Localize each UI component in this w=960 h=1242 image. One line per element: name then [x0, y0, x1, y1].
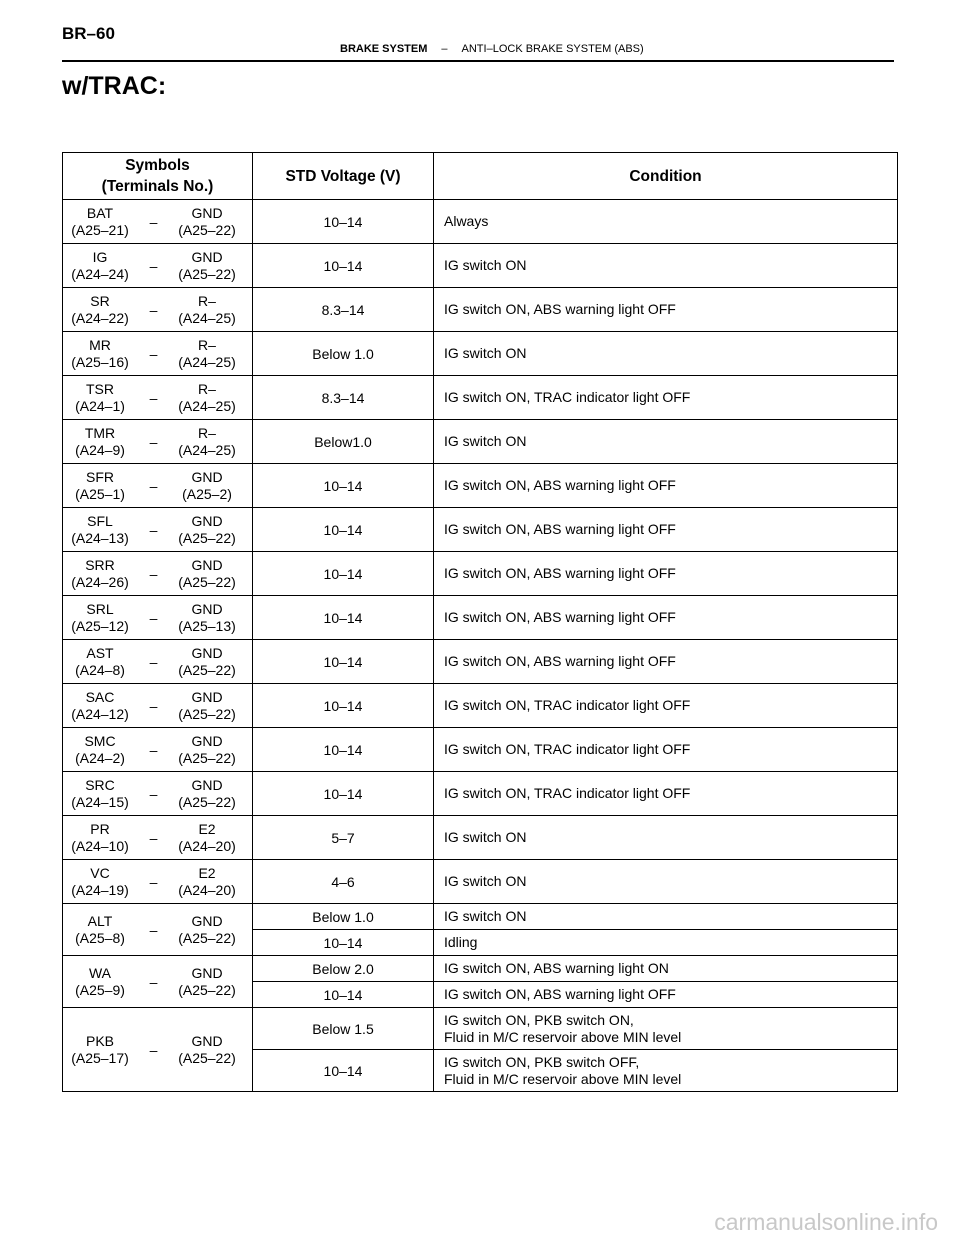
- condition-cell: IG switch ON: [434, 420, 898, 464]
- terminal-from: [65, 645, 135, 679]
- voltage-cell: 8.3–14: [253, 376, 434, 420]
- symbol-cell: [63, 640, 253, 684]
- symbol-to: GND: [191, 556, 223, 573]
- terminal-to: [172, 913, 242, 947]
- symbol-from: SFR: [86, 468, 114, 485]
- terminal-from-no: (A24–8): [75, 661, 125, 678]
- symbol-cell: [63, 904, 253, 956]
- terminal-from: [65, 557, 135, 591]
- condition-cell: IG switch ON, TRAC indicator light OFF: [434, 376, 898, 420]
- symbol-cell: [63, 420, 253, 464]
- condition-cell: Idling: [434, 930, 898, 956]
- table-row: [63, 728, 898, 772]
- terminal-to-no: (A24–25): [178, 353, 236, 370]
- running-head: [340, 43, 644, 55]
- symbol-cell: [63, 956, 253, 1008]
- condition-cell: [434, 1050, 898, 1092]
- symbol-cell: [63, 596, 253, 640]
- symbol-from: TMR: [84, 424, 116, 441]
- table-row: [63, 816, 898, 860]
- condition-cell: IG switch ON, TRAC indicator light OFF: [434, 728, 898, 772]
- table-row: [63, 244, 898, 288]
- table-row: [63, 420, 898, 464]
- symbol-to: R–: [198, 336, 216, 353]
- terminal-to-no: (A25–22): [178, 265, 236, 282]
- table-row: [63, 508, 898, 552]
- terminal-from: [65, 601, 135, 635]
- table-row: [63, 464, 898, 508]
- terminal-dash: –: [149, 973, 158, 990]
- condition-cell: IG switch ON, ABS warning light OFF: [434, 640, 898, 684]
- terminal-to-no: (A25–22): [178, 1049, 236, 1066]
- symbol-from: SR: [90, 292, 110, 309]
- symbol-from: WA: [88, 964, 112, 981]
- table-row: [63, 552, 898, 596]
- terminal-from-no: (A25–9): [75, 981, 125, 998]
- symbol-from: SRR: [85, 556, 115, 573]
- condition-cell: Always: [434, 200, 898, 244]
- terminal-dash: –: [149, 389, 158, 406]
- condition-cell: IG switch ON, ABS warning light OFF: [434, 464, 898, 508]
- terminal-from-no: (A24–13): [71, 529, 129, 546]
- symbol-cell: [63, 200, 253, 244]
- header-symbols-line1: Symbols: [125, 157, 190, 174]
- subsection-name: ANTI–LOCK BRAKE SYSTEM (ABS): [461, 43, 644, 55]
- condition-cell: IG switch ON: [434, 816, 898, 860]
- symbol-from: ALT: [87, 912, 113, 929]
- symbol-cell: [63, 508, 253, 552]
- terminal-dash: –: [149, 433, 158, 450]
- terminal-from-no: (A24–2): [75, 749, 125, 766]
- terminal-dash: –: [149, 921, 158, 938]
- symbol-cell: [63, 684, 253, 728]
- condition-cell: IG switch ON, TRAC indicator light OFF: [434, 772, 898, 816]
- symbol-to: GND: [191, 912, 223, 929]
- symbol-cell: [63, 288, 253, 332]
- table-row: [63, 332, 898, 376]
- symbol-from: AST: [86, 644, 114, 661]
- symbol-to: GND: [191, 204, 223, 221]
- table-row: [63, 288, 898, 332]
- symbol-from: VC: [90, 864, 110, 881]
- terminal-to-no: (A25–22): [178, 221, 236, 238]
- symbol-to: R–: [198, 292, 216, 309]
- header-rule: [62, 60, 894, 62]
- symbol-to: GND: [191, 644, 223, 661]
- table-row: [63, 376, 898, 420]
- symbol-cell: [63, 772, 253, 816]
- voltage-cell: 10–14: [253, 244, 434, 288]
- terminal-to: [172, 865, 242, 899]
- symbol-from: BAT: [86, 204, 114, 221]
- symbol-cell: [63, 244, 253, 288]
- terminal-dash: –: [149, 653, 158, 670]
- terminal-from: [65, 965, 135, 999]
- terminal-to-no: (A25–22): [178, 793, 236, 810]
- table-row: [63, 904, 898, 930]
- terminal-from-no: (A25–1): [75, 485, 125, 502]
- condition-cell: IG switch ON, ABS warning light ON: [434, 956, 898, 982]
- table-row: [63, 684, 898, 728]
- voltage-cell: Below 1.0: [253, 904, 434, 930]
- terminal-to: [172, 513, 242, 547]
- terminal-dash: –: [149, 609, 158, 626]
- terminal-from-no: (A25–21): [71, 221, 129, 238]
- terminal-to-no: (A25–22): [178, 661, 236, 678]
- terminal-to-no: (A25–22): [178, 749, 236, 766]
- terminal-dash: –: [149, 565, 158, 582]
- table-row: [63, 640, 898, 684]
- terminal-to-no: (A25–22): [178, 573, 236, 590]
- table-row: [63, 956, 898, 982]
- symbol-to: GND: [191, 732, 223, 749]
- terminal-dash: –: [149, 829, 158, 846]
- header-voltage: STD Voltage (V): [253, 153, 434, 200]
- symbol-from: SFL: [87, 512, 113, 529]
- symbol-cell: [63, 860, 253, 904]
- terminal-from-no: (A24–24): [71, 265, 129, 282]
- symbol-to: GND: [191, 468, 223, 485]
- table-row: [63, 1008, 898, 1050]
- section-title: w/TRAC:: [62, 72, 167, 100]
- symbol-cell: [63, 376, 253, 420]
- terminal-dash: –: [149, 477, 158, 494]
- voltage-cell: 10–14: [253, 1050, 434, 1092]
- condition-cell: IG switch ON, TRAC indicator light OFF: [434, 684, 898, 728]
- symbol-cell: [63, 1008, 253, 1092]
- symbol-to: GND: [191, 688, 223, 705]
- symbol-to: R–: [198, 424, 216, 441]
- symbol-cell: [63, 332, 253, 376]
- symbol-from: SRC: [85, 776, 115, 793]
- terminal-to-no: (A25–22): [178, 981, 236, 998]
- terminal-to-no: (A25–13): [178, 617, 236, 634]
- symbol-from: SRL: [86, 600, 114, 617]
- symbol-to: GND: [191, 600, 223, 617]
- header-symbols-line2: (Terminals No.): [101, 178, 214, 195]
- terminal-to: [172, 337, 242, 371]
- symbol-from: PKB: [85, 1032, 114, 1049]
- symbol-cell: [63, 552, 253, 596]
- terminal-to-no: (A24–20): [178, 837, 236, 854]
- symbol-to: GND: [191, 248, 223, 265]
- terminal-from-no: (A24–15): [71, 793, 129, 810]
- terminal-to-no: (A24–25): [178, 309, 236, 326]
- voltage-cell: Below 1.5: [253, 1008, 434, 1050]
- terminal-to: [172, 689, 242, 723]
- condition-line-2: Fluid in M/C reservoir above MIN level: [444, 1070, 682, 1087]
- voltage-cell: 5–7: [253, 816, 434, 860]
- terminal-to: [172, 205, 242, 239]
- terminal-from: [65, 777, 135, 811]
- condition-line-2: Fluid in M/C reservoir above MIN level: [444, 1028, 682, 1045]
- symbol-to: GND: [191, 776, 223, 793]
- terminal-from-no: (A24–26): [71, 573, 129, 590]
- terminal-from: [65, 425, 135, 459]
- terminal-dash: –: [149, 785, 158, 802]
- voltage-cell: 10–14: [253, 596, 434, 640]
- header-condition: Condition: [434, 153, 898, 200]
- header-separator: –: [441, 43, 448, 55]
- voltage-cell: 10–14: [253, 552, 434, 596]
- terminal-dash: –: [149, 1041, 158, 1058]
- voltage-cell: 8.3–14: [253, 288, 434, 332]
- symbol-from: MR: [89, 336, 111, 353]
- voltage-spec-table: [62, 152, 898, 1092]
- symbol-to: E2: [198, 820, 216, 837]
- terminal-from-no: (A24–9): [75, 441, 125, 458]
- terminal-from-no: (A24–19): [71, 881, 129, 898]
- condition-cell: IG switch ON, ABS warning light OFF: [434, 508, 898, 552]
- symbol-cell: [63, 728, 253, 772]
- terminal-dash: –: [149, 741, 158, 758]
- voltage-cell: 4–6: [253, 860, 434, 904]
- terminal-to-no: (A24–25): [178, 441, 236, 458]
- voltage-cell: 10–14: [253, 508, 434, 552]
- terminal-dash: –: [149, 697, 158, 714]
- condition-cell: IG switch ON: [434, 244, 898, 288]
- condition-cell: IG switch ON, ABS warning light OFF: [434, 288, 898, 332]
- terminal-from: [65, 821, 135, 855]
- symbol-to: GND: [191, 964, 223, 981]
- voltage-cell: 10–14: [253, 684, 434, 728]
- symbol-to: GND: [191, 512, 223, 529]
- page-number: BR–60: [62, 24, 115, 43]
- voltage-cell: 10–14: [253, 464, 434, 508]
- table-row: [63, 596, 898, 640]
- terminal-dash: –: [149, 301, 158, 318]
- symbol-from: PR: [90, 820, 110, 837]
- voltage-cell: Below 2.0: [253, 956, 434, 982]
- terminal-to: [172, 601, 242, 635]
- terminal-from: [65, 733, 135, 767]
- terminal-to-no: (A25–2): [182, 485, 232, 502]
- table-row: [63, 772, 898, 816]
- terminal-from-no: (A24–10): [71, 837, 129, 854]
- symbol-from: SMC: [84, 732, 116, 749]
- terminal-dash: –: [149, 257, 158, 274]
- terminal-from-no: (A25–16): [71, 353, 129, 370]
- terminal-from: [65, 689, 135, 723]
- condition-cell: IG switch ON, ABS warning light OFF: [434, 596, 898, 640]
- terminal-to-no: (A25–22): [178, 705, 236, 722]
- header-symbols: [63, 153, 253, 200]
- terminal-from: [65, 337, 135, 371]
- condition-cell: IG switch ON: [434, 860, 898, 904]
- condition-cell: [434, 1008, 898, 1050]
- terminal-dash: –: [149, 873, 158, 890]
- symbol-to: GND: [191, 1032, 223, 1049]
- condition-cell: IG switch ON: [434, 904, 898, 930]
- terminal-from-no: (A24–22): [71, 309, 129, 326]
- terminal-dash: –: [149, 213, 158, 230]
- symbol-to: R–: [198, 380, 216, 397]
- condition-line-1: IG switch ON, PKB switch ON,: [444, 1011, 634, 1028]
- terminal-to-no: (A25–22): [178, 529, 236, 546]
- terminal-dash: –: [149, 521, 158, 538]
- terminal-dash: –: [149, 345, 158, 362]
- terminal-to: [172, 1033, 242, 1067]
- voltage-cell: Below1.0: [253, 420, 434, 464]
- symbol-to: E2: [198, 864, 216, 881]
- symbol-cell: [63, 464, 253, 508]
- terminal-from: [65, 469, 135, 503]
- terminal-from: [65, 293, 135, 327]
- voltage-cell: 10–14: [253, 728, 434, 772]
- terminal-to: [172, 293, 242, 327]
- terminal-from-no: (A24–12): [71, 705, 129, 722]
- condition-cell: IG switch ON, ABS warning light OFF: [434, 982, 898, 1008]
- voltage-cell: 10–14: [253, 930, 434, 956]
- terminal-to-no: (A24–20): [178, 881, 236, 898]
- voltage-cell: 10–14: [253, 772, 434, 816]
- voltage-cell: Below 1.0: [253, 332, 434, 376]
- voltage-cell: 10–14: [253, 640, 434, 684]
- watermark: carmanualsonline.info: [714, 1209, 938, 1235]
- terminal-from-no: (A24–1): [75, 397, 125, 414]
- terminal-to: [172, 249, 242, 283]
- terminal-to: [172, 965, 242, 999]
- terminal-to: [172, 469, 242, 503]
- terminal-to: [172, 645, 242, 679]
- terminal-from: [65, 381, 135, 415]
- terminal-to: [172, 821, 242, 855]
- table-header-row: [63, 153, 898, 200]
- terminal-from-no: (A25–12): [71, 617, 129, 634]
- terminal-from: [65, 513, 135, 547]
- terminal-to-no: (A24–25): [178, 397, 236, 414]
- condition-cell: IG switch ON, ABS warning light OFF: [434, 552, 898, 596]
- terminal-to-no: (A25–22): [178, 929, 236, 946]
- terminal-to: [172, 425, 242, 459]
- terminal-from: [65, 1033, 135, 1067]
- voltage-cell: 10–14: [253, 982, 434, 1008]
- condition-line-1: IG switch ON, PKB switch OFF,: [444, 1053, 640, 1070]
- terminal-from: [65, 249, 135, 283]
- table-row: [63, 200, 898, 244]
- terminal-to: [172, 557, 242, 591]
- symbol-from: SAC: [85, 688, 115, 705]
- table-row: [63, 860, 898, 904]
- terminal-from-no: (A25–17): [71, 1049, 129, 1066]
- terminal-from: [65, 865, 135, 899]
- section-name: BRAKE SYSTEM: [340, 43, 428, 55]
- terminal-to: [172, 733, 242, 767]
- symbol-from: IG: [92, 248, 108, 265]
- terminal-to: [172, 777, 242, 811]
- terminal-from: [65, 205, 135, 239]
- terminal-from: [65, 913, 135, 947]
- terminal-to: [172, 381, 242, 415]
- symbol-from: TSR: [86, 380, 114, 397]
- terminal-from-no: (A25–8): [75, 929, 125, 946]
- symbol-cell: [63, 816, 253, 860]
- condition-cell: IG switch ON: [434, 332, 898, 376]
- voltage-cell: 10–14: [253, 200, 434, 244]
